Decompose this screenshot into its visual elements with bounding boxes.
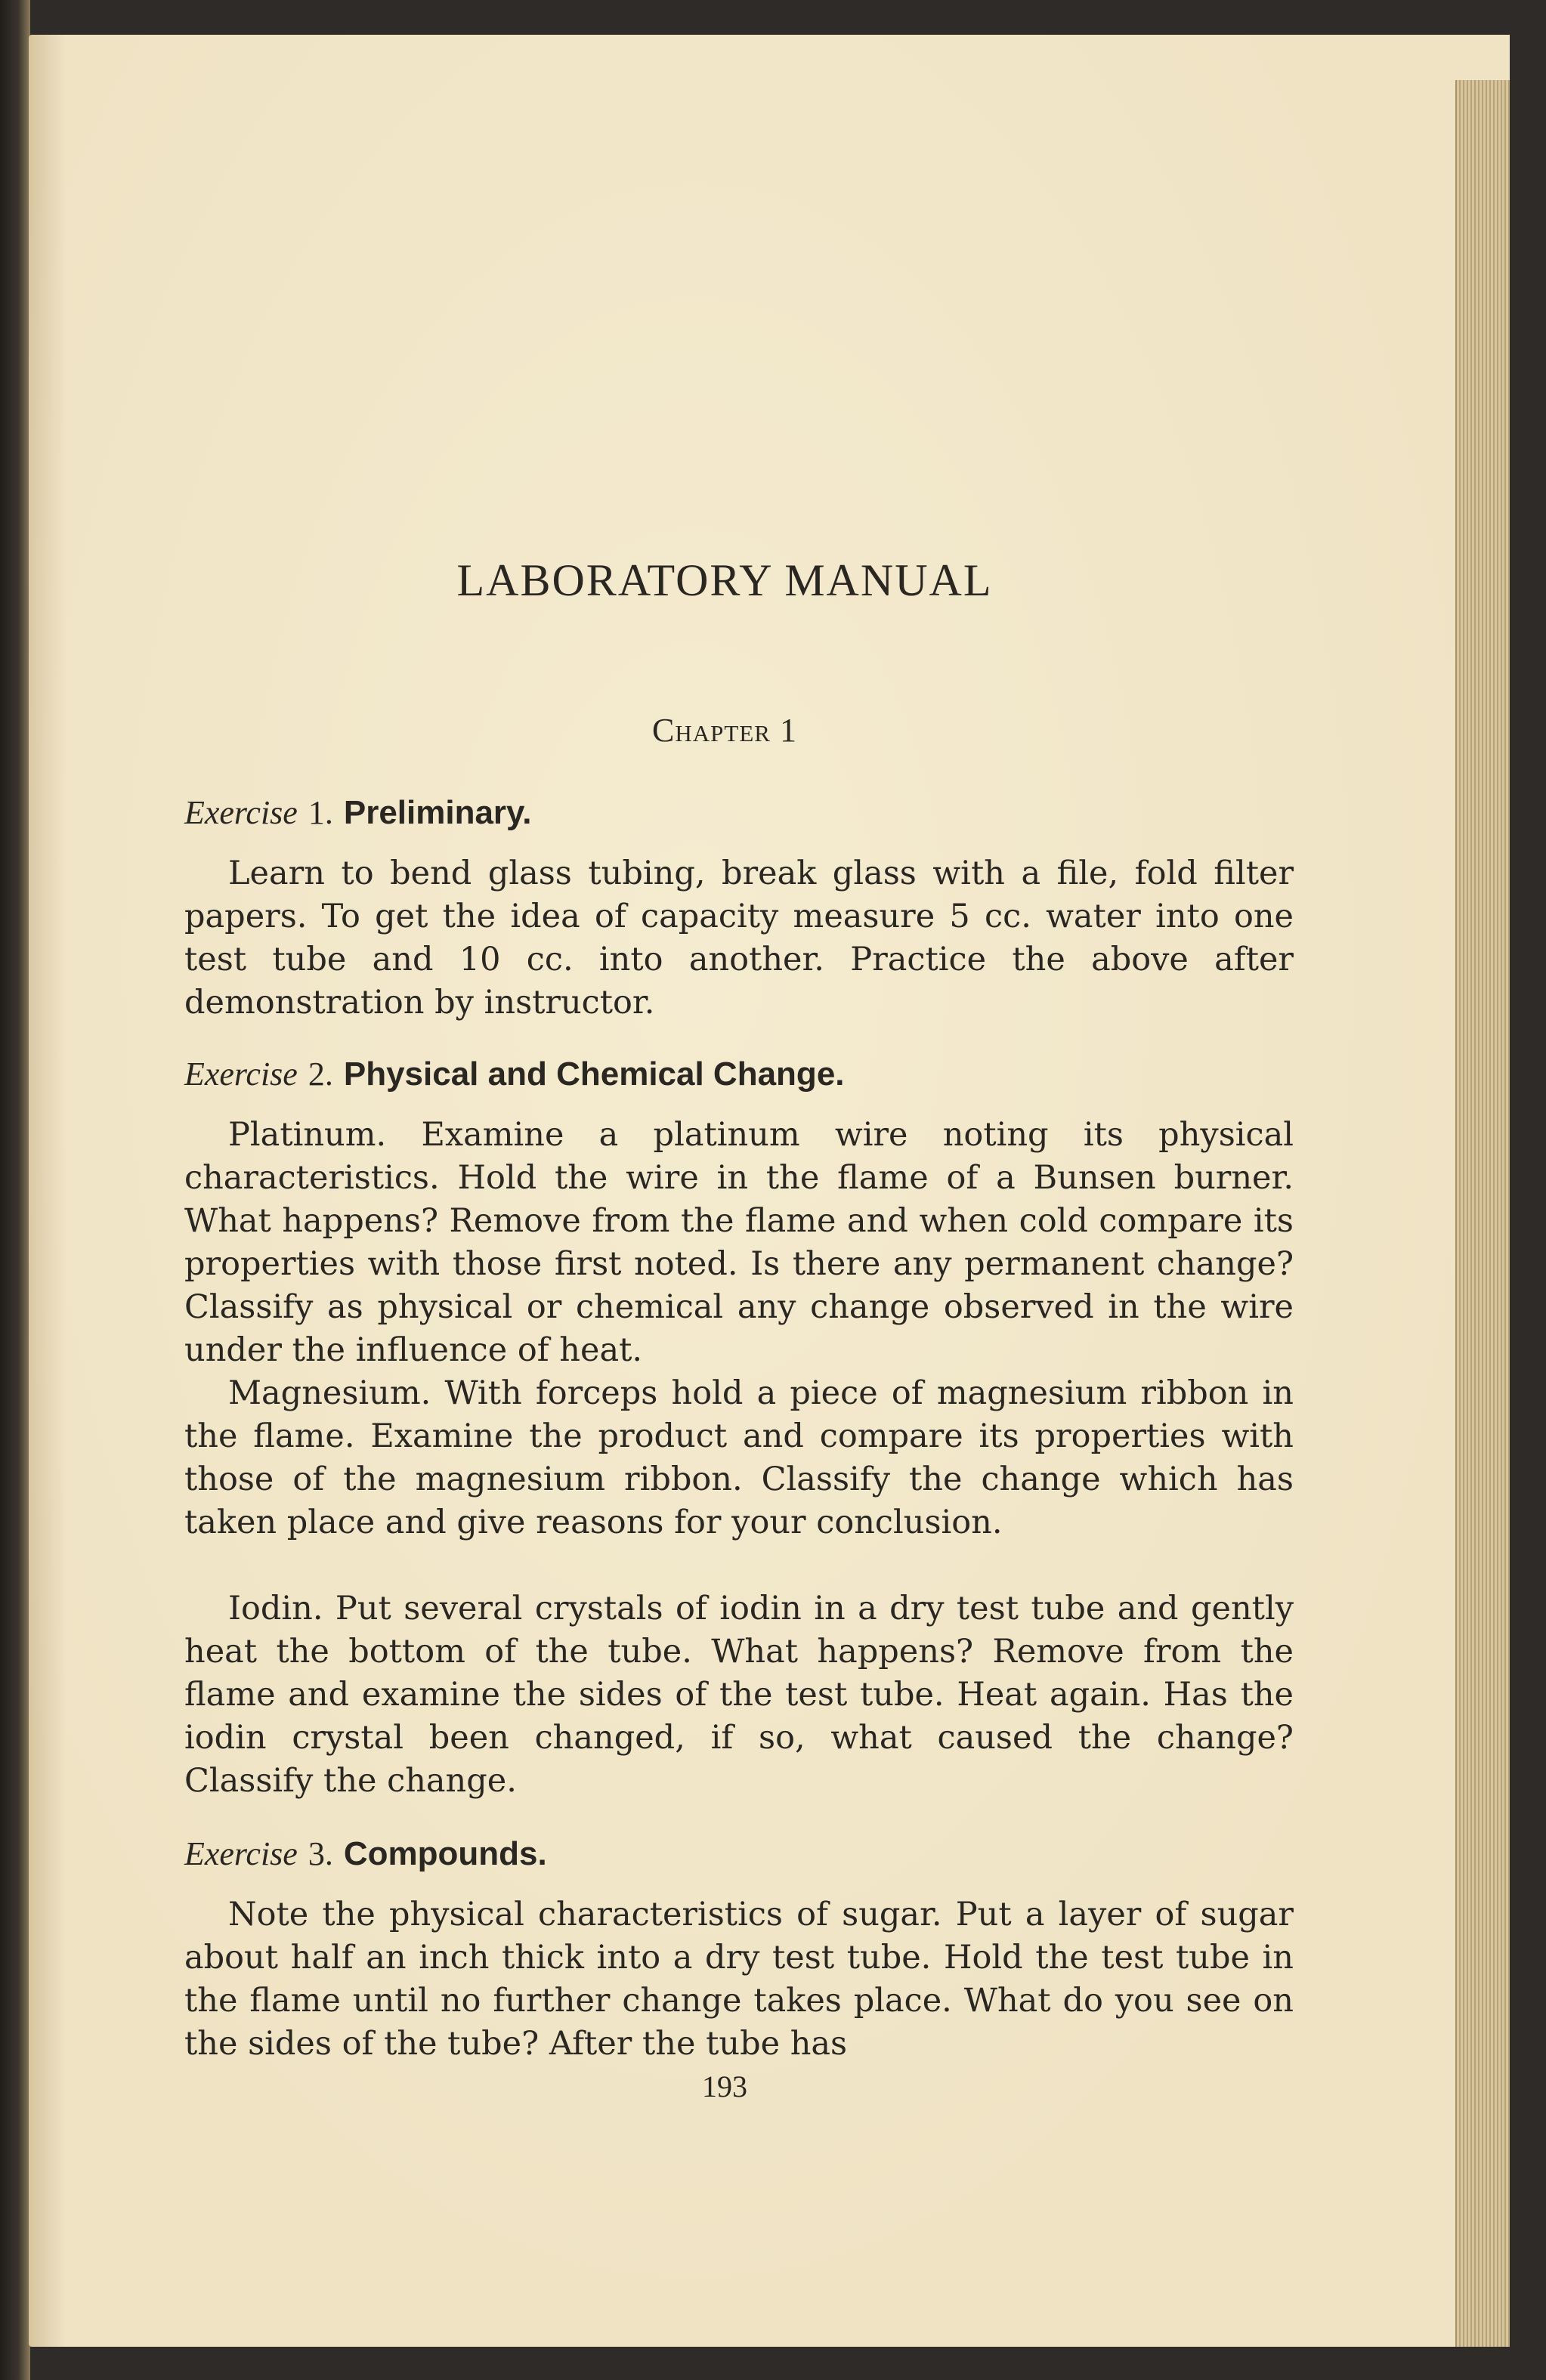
chapter-heading: Chapter 1 xyxy=(652,712,797,749)
paragraph-iodin: Iodin. Put several crystals of iodin in a dry test tube and gently heat the bottom of the tube. What happens? Remove from the flame and examine the sides of the test tube. Heat again. Has the iodin crystal been changed, if so, what caused the change? Classify the change. xyxy=(184,1590,1294,1800)
page-number: 193 xyxy=(702,2069,747,2103)
exercise-title: Preliminary. xyxy=(343,794,532,831)
paragraph-preliminary: Learn to bend glass tubing, break glass with a file, fold filter papers. To get the idea of capacity measure 5 cc. water into one test tube and 10 cc. into another. Practice the above after demonstration by instructor. xyxy=(184,855,1294,1022)
page-content xyxy=(154,35,1295,2347)
exercise-number: 1. xyxy=(308,794,333,831)
exercise-label: Exercise xyxy=(184,1056,298,1093)
exercise-2-heading xyxy=(184,1053,845,1096)
book-binding xyxy=(0,0,30,2380)
book-page xyxy=(29,35,1510,2347)
paragraph-sugar: Note the physical characteristics of sugar. Put a layer of sugar about half an inch thick into a dry test tube. Hold the test tube in the flame until no further change takes place. What do you see on the sides of the tube? After the tube has xyxy=(184,1896,1294,2063)
exercise-number: 2. xyxy=(308,1056,333,1093)
paragraph-platinum: Platinum. Examine a platinum wire noting its physical characteristics. Hold the wire in the flame of a Bunsen burner. What happens? Remove from the flame and when cold compare its properties with those first noted. Is there any permanent change? Classify as physical or chemical any change observed in the wire under the influence of heat. xyxy=(184,1116,1294,1369)
paragraph-magnesium: Magnesium. With forceps hold a piece of magnesium ribbon in the flame. Examine the product and compare its properties with those of the magnesium ribbon. Classify the change which has taken place and give reasons for your conclusion. xyxy=(184,1374,1294,1541)
exercise-3-heading xyxy=(184,1833,547,1875)
exercise-title: Physical and Chemical Change. xyxy=(343,1056,845,1093)
page-edges xyxy=(1455,80,1510,2347)
exercise-label: Exercise xyxy=(184,794,298,831)
exercise-number: 3. xyxy=(308,1835,333,1872)
exercise-1-heading xyxy=(184,792,531,834)
running-head: LABORATORY MANUAL xyxy=(456,555,993,605)
exercise-title: Compounds. xyxy=(343,1835,547,1872)
exercise-label: Exercise xyxy=(184,1835,298,1872)
